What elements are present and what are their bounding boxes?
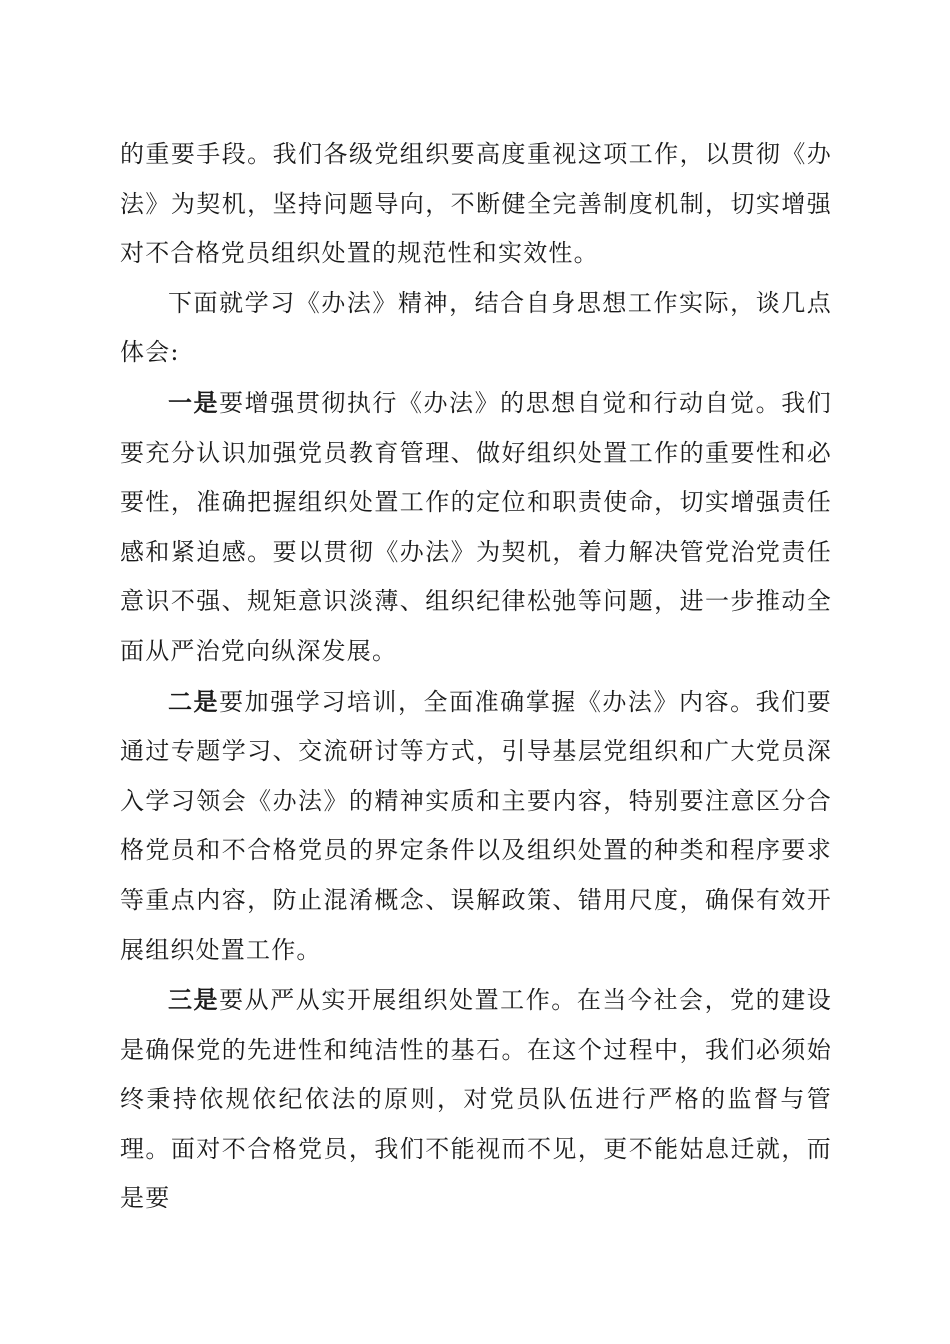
- paragraph-lead: 二是: [168, 686, 220, 716]
- paragraph-intro: [120, 279, 832, 378]
- paragraph-point-two: [120, 677, 832, 976]
- paragraph-continuation: [120, 130, 832, 279]
- paragraph-text: 要加强学习培训，全面准确掌握《办法》内容。我们要通过专题学习、交流研讨等方式，引导基层党组织和广大党员深入学习领会《办法》的精神实质和主要内容，特别要注意区分合格党员和不合格党员的界定条件以及组织处置的种类和程序要求等重点内容，防止混淆概念、误解政策、错用尺度，确保有效开展组织处置工作。: [120, 687, 832, 964]
- paragraph-point-three: [120, 975, 832, 1224]
- paragraph-point-one: [120, 378, 832, 677]
- paragraph-text: 的重要手段。我们各级党组织要高度重视这项工作，以贯彻《办法》为契机，坚持问题导向，不断健全完善制度机制，切实增强对不合格党员组织处置的规范性和实效性。: [120, 140, 832, 268]
- paragraph-text: 要从严从实开展组织处置工作。在当今社会，党的建设是确保党的先进性和纯洁性的基石。在这个过程中，我们必须始终秉持依规依纪依法的原则，对党员队伍进行严格的监督与管理。面对不合格党员，我们不能视而不见，更不能姑息迁就，而是要: [120, 986, 832, 1213]
- paragraph-lead: 一是: [168, 387, 220, 417]
- document-body: [120, 130, 832, 1224]
- paragraph-text: 下面就学习《办法》精神，结合自身思想工作实际，谈几点体会:: [120, 288, 832, 367]
- paragraph-text: 要增强贯彻执行《办法》的思想自觉和行动自觉。我们要充分认识加强党员教育管理、做好组织处置工作的重要性和必要性，准确把握组织处置工作的定位和职责使命，切实增强责任感和紧迫感。要以贯彻《办法》为契机，着力解决管党治党责任意识不强、规矩意识淡薄、组织纪律松弛等问题，进一步推动全面从严治党向纵深发展。: [120, 388, 832, 665]
- paragraph-lead: 三是: [168, 985, 220, 1015]
